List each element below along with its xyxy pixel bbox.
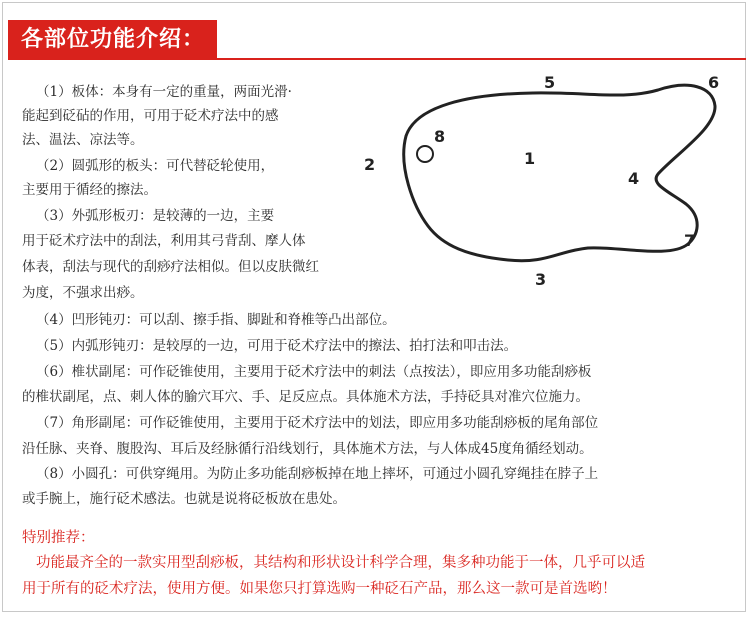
para-1-line-3: 法、温法、凉法等。 [22,132,144,148]
para-7-line-1: （7）角形副尾：可作砭锥使用，主要用于砭术疗法中的划法，即应用多功能刮痧板的尾角部位 [36,415,599,431]
para-2-line-2: 主要用于循经的擦法。 [22,182,157,198]
label-3: 3 [535,270,547,289]
para-5-line-1: （5）内弧形钝刃：是较厚的一边，可用于砭术疗法中的擦法、拍打法和叩击法。 [36,338,518,354]
label-2: 2 [364,155,376,174]
para-4-line-1: （4）凹形钝刃：可以刮、擦手指、脚趾和脊椎等凸出部位。 [36,312,396,328]
label-4: 4 [628,169,640,188]
small-hole [417,146,433,162]
label-7: 7 [684,231,696,250]
label-8: 8 [434,127,446,146]
label-5: 5 [544,73,556,92]
para-3-line-1: （3）外弧形板刃：是较薄的一边，主要 [36,208,275,224]
para-6-line-2: 的椎状副尾，点、刺人体的腧穴耳穴、手、足反应点。具体施术方法，手持砭具对准穴位施力。 [22,389,589,405]
section-title: 各部位功能介绍： [8,20,217,60]
para-8-line-2: 或手腕上，施行砭术感法。也就是说将砭板放在患处。 [22,491,346,507]
special-title: 特别推荐： [22,530,95,546]
special-line-2: 用于所有的砭术疗法，使用方便。如果您只打算选购一种砭石产品，那么这一款可是首选哟！ [22,581,617,597]
para-1-line-1: （1）板体：本身有一定的重量，两面光滑· [36,84,292,100]
para-6-line-1: （6）椎状副尾：可作砭锥使用，主要用于砭术疗法中的刺法（点按法），即应用多功能刮痧板 [36,364,592,380]
label-1: 1 [524,149,536,168]
para-2-line-1: （2）圆弧形的板头：可代替砭轮使用， [36,158,275,174]
para-3-line-4: 为度，不强求出痧。 [22,285,144,301]
para-7-line-2: 沿任脉、夹脊、腹股沟、耳后及经脉循行沿线划行，具体施术方法，与人体成45度角循经划动。 [22,441,593,457]
para-3-line-3: 体表，刮法与现代的刮痧疗法相似。但以皮肤微红 [22,259,319,275]
label-6: 6 [708,73,720,92]
special-line-1: 功能最齐全的一款实用型刮痧板，其结构和形状设计科学合理，集多种功能于一体，几乎可以适 [36,555,645,571]
para-1-line-2: 能起到砭砧的作用，可用于砭术疗法中的感 [22,108,279,124]
para-8-line-1: （8）小圆孔：可供穿绳用。为防止多功能刮痧板掉在地上摔坏，可通过小圆孔穿绳挂在脖子上 [36,466,599,482]
scraper-outline [404,85,715,261]
para-3-line-2: 用于砭术疗法中的刮法，利用其弓背刮、摩人体 [22,233,306,249]
scraper-diagram [358,66,730,296]
